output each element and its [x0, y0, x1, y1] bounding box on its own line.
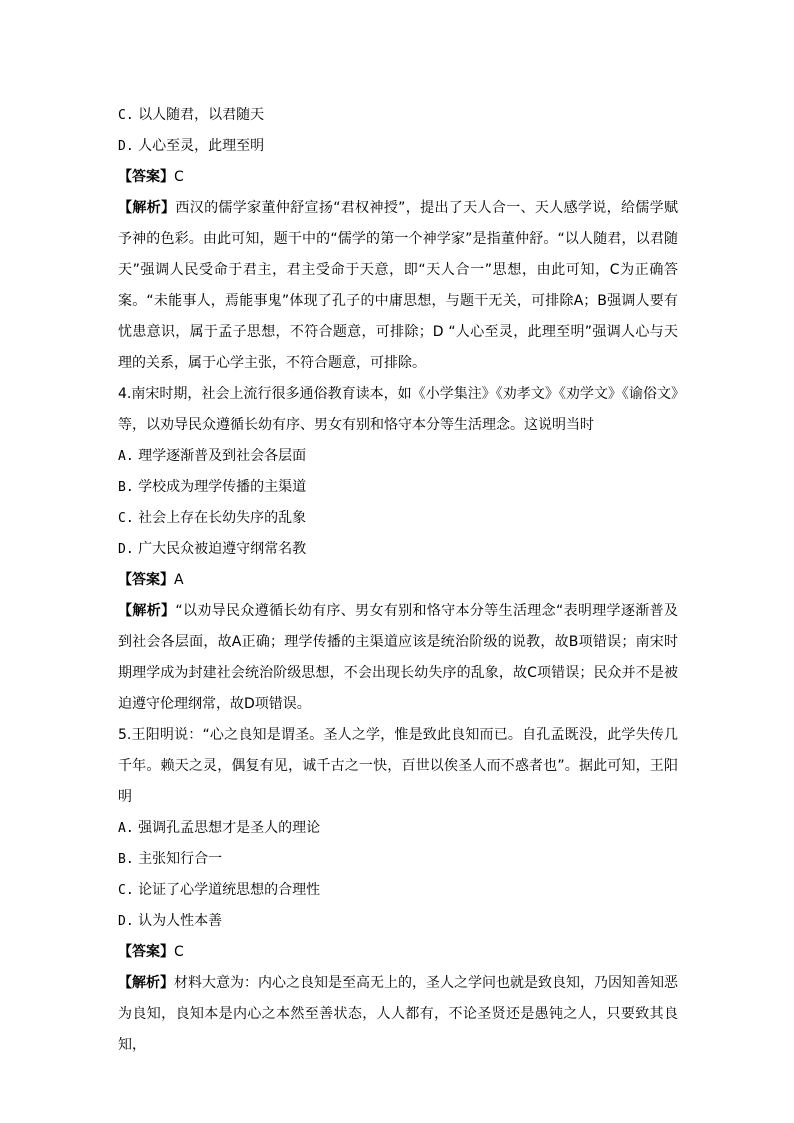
option-letter: B. — [118, 480, 134, 495]
q4-answer — [118, 565, 678, 596]
answer-tag: 【答案】 — [118, 169, 174, 185]
q5-stem: 5.王阳明说：“心之良知是谓圣。圣人之学，惟是致此良知而已。自孔孟既没，此学失传几千年。赖天之灵，偶复有见，诚千古之一快，百世以俟圣人而不惑者也”。据此可知，王阳明 — [118, 727, 678, 805]
answer-tag: 【答案】 — [118, 572, 174, 588]
answer-tag: 【答案】 — [118, 944, 174, 960]
option-letter: D. — [118, 542, 134, 557]
option-letter: D. — [118, 139, 134, 154]
q5-answer — [118, 937, 678, 968]
q4-option-b — [118, 472, 678, 503]
option-text: 人心至灵，此理至明 — [138, 138, 265, 154]
option-text: 认为人性本善 — [138, 913, 223, 929]
option-text: 理学逐渐普及到社会各层面 — [138, 448, 307, 464]
analysis-tag: 【解析】 — [118, 200, 176, 216]
analysis-tag: 【解析】 — [118, 603, 176, 619]
q4-stem: 4.南宋时期，社会上流行很多通俗教育读本，如《小学集注》《劝孝文》《劝学文》《谕俗文》等，以劝导民众遵循长幼有序、男女有别和恪守本分等生活理念。这说明当时 — [118, 386, 678, 433]
q4-option-c — [118, 503, 678, 534]
option-text: 强调孔孟思想才是圣人的理论 — [138, 820, 321, 836]
analysis-text: “以劝导民众遵循长幼有序、男女有别和恪守本分等生活理念“表明理学逐渐普及到社会各层面，故A正确；理学传播的主渠道应该是统治阶级的说教，故B项错误；南宋时期理学成为封建社会统治阶级思想，不会出现长幼失序的乱象，故C项错误；民众并不是被迫遵守伦理纲常，故D项错误。 — [118, 603, 678, 712]
option-letter: C. — [118, 883, 134, 898]
q5-option-c — [118, 875, 678, 906]
q4-option-a — [118, 441, 678, 472]
answer-value: A — [174, 572, 184, 588]
option-text: 学校成为理学传播的主渠道 — [138, 479, 307, 495]
answer-value: C — [174, 944, 184, 960]
option-letter: C. — [118, 511, 134, 526]
option-letter: A. — [118, 449, 134, 464]
document-page — [118, 100, 678, 1061]
q5-option-d — [118, 906, 678, 937]
analysis-text: 西汉的儒学家董仲舒宣扬“君权神授”，提出了天人合一、天人感学说，给儒学赋予神的色彩。由此可知，题干中的“儒学的第一个神学家”是指董仲舒。“以人随君，以君随天”强调人民受命于君主，君主受命于天意，即“天人合一”思想，由此可知，C为正确答案。“未能事人，焉能事鬼”体现了孔子的中庸思想，与题干无关，可排除A；B强调人要有忧患意识，属于孟子思想，不符合题意，可排除；D “人心至灵，此理至明”强调人心与天理的关系，属于心学主张，不符合题意，可排除。 — [118, 200, 678, 371]
q3-option-c — [118, 100, 678, 131]
option-letter: D. — [118, 914, 134, 929]
q4-analysis — [118, 596, 678, 720]
q5-analysis — [118, 968, 678, 1061]
option-letter: C. — [118, 108, 134, 123]
q3-analysis — [118, 193, 678, 379]
option-text: 社会上存在长幼失序的乱象 — [138, 510, 307, 526]
option-text: 论证了心学道统思想的合理性 — [138, 882, 321, 898]
answer-value: C — [174, 169, 184, 185]
option-text: 以人随君，以君随天 — [138, 107, 265, 123]
option-letter: A. — [118, 821, 134, 836]
q4-option-d — [118, 534, 678, 565]
q5-option-a — [118, 813, 678, 844]
q5-option-b — [118, 844, 678, 875]
option-letter: B. — [118, 852, 134, 867]
option-text: 主张知行合一 — [138, 851, 223, 867]
option-text: 广大民众被迫遵守纲常名教 — [138, 541, 307, 557]
analysis-text: 材料大意为：内心之良知是至高无上的，圣人之学问也就是致良知，乃因知善知恶为良知，良知本是内心之本然至善状态，人人都有，不论圣贤还是愚钝之人，只要致其良知， — [118, 975, 678, 1053]
analysis-tag: 【解析】 — [118, 975, 174, 991]
q3-answer — [118, 162, 678, 193]
q3-option-d — [118, 131, 678, 162]
